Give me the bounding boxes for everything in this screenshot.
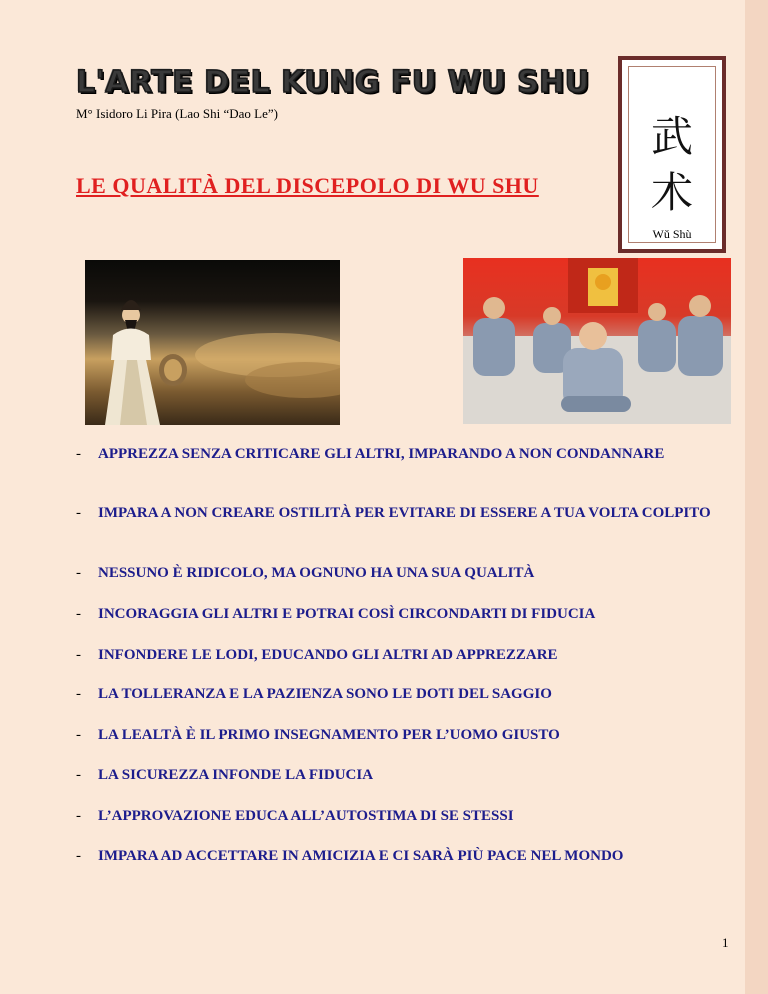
- page-number: 1: [722, 935, 729, 950]
- page-edge: [745, 0, 768, 994]
- list-item-text: INCORAGGIA GLI ALTRI E POTRAI COSÌ CIRCONDARTI DI FIDUCIA: [98, 606, 596, 622]
- sage-photo: [85, 260, 340, 425]
- list-dash: -: [76, 647, 81, 663]
- list-item-text: LA LEALTÀ È IL PRIMO INSEGNAMENTO PER L’UOMO GIUSTO: [98, 727, 560, 743]
- calligraphy-scroll: [618, 56, 726, 253]
- list-item: [76, 503, 732, 523]
- list-item: [76, 765, 732, 785]
- scroll-caption: Wǔ Shù: [652, 227, 692, 241]
- list-dash: -: [76, 848, 81, 864]
- author-line: M° Isidoro Li Pira (Lao Shi “Dao Le”): [76, 106, 278, 121]
- list-dash: -: [76, 808, 81, 824]
- list-dash: -: [76, 686, 81, 702]
- list-item-text: IMPARA A NON CREARE OSTILITÀ PER EVITARE DI ESSERE A TUA VOLTA COLPITO: [98, 505, 711, 521]
- list-item: [76, 806, 732, 826]
- logo-title: L'ARTE DEL KUNG FU WU SHU: [76, 65, 590, 100]
- list-dash: -: [76, 767, 81, 783]
- list-dash: -: [76, 606, 81, 622]
- list-item: [76, 846, 732, 866]
- list-item-text: LA TOLLERANZA E LA PAZIENZA SONO LE DOTI DEL SAGGIO: [98, 686, 552, 702]
- monks-illustration: [463, 258, 731, 424]
- list-item-text: INFONDERE LE LODI, EDUCANDO GLI ALTRI AD APPREZZARE: [98, 647, 558, 663]
- list-dash: -: [76, 565, 81, 581]
- page-title: LE QUALITÀ DEL DISCEPOLO DI WU SHU: [76, 173, 539, 198]
- list-item: [76, 444, 732, 464]
- list-item-text: LA SICUREZZA INFONDE LA FIDUCIA: [98, 767, 374, 783]
- list-dash: -: [76, 446, 81, 462]
- monks-photo: [463, 258, 731, 424]
- list-item-text: APPREZZA SENZA CRITICARE GLI ALTRI, IMPARANDO A NON CONDANNARE: [98, 446, 665, 462]
- list-dash: -: [76, 505, 81, 521]
- sage-illustration: [85, 260, 340, 425]
- list-item: [76, 684, 732, 704]
- shu-glyph: 术: [650, 168, 693, 217]
- wu-glyph: 武: [650, 112, 693, 161]
- list-dash: -: [76, 727, 81, 743]
- list-item: [76, 563, 732, 583]
- list-item: [76, 725, 732, 745]
- list-item-text: NESSUNO È RIDICOLO, MA OGNUNO HA UNA SUA QUALITÀ: [98, 565, 535, 581]
- list-item: [76, 645, 732, 665]
- list-item: [76, 604, 732, 624]
- list-item-text: L’APPROVAZIONE EDUCA ALL’AUTOSTIMA DI SE STESSI: [98, 808, 514, 824]
- list-item-text: IMPARA AD ACCETTARE IN AMICIZIA E CI SARÀ PIÙ PACE NEL MONDO: [98, 848, 624, 864]
